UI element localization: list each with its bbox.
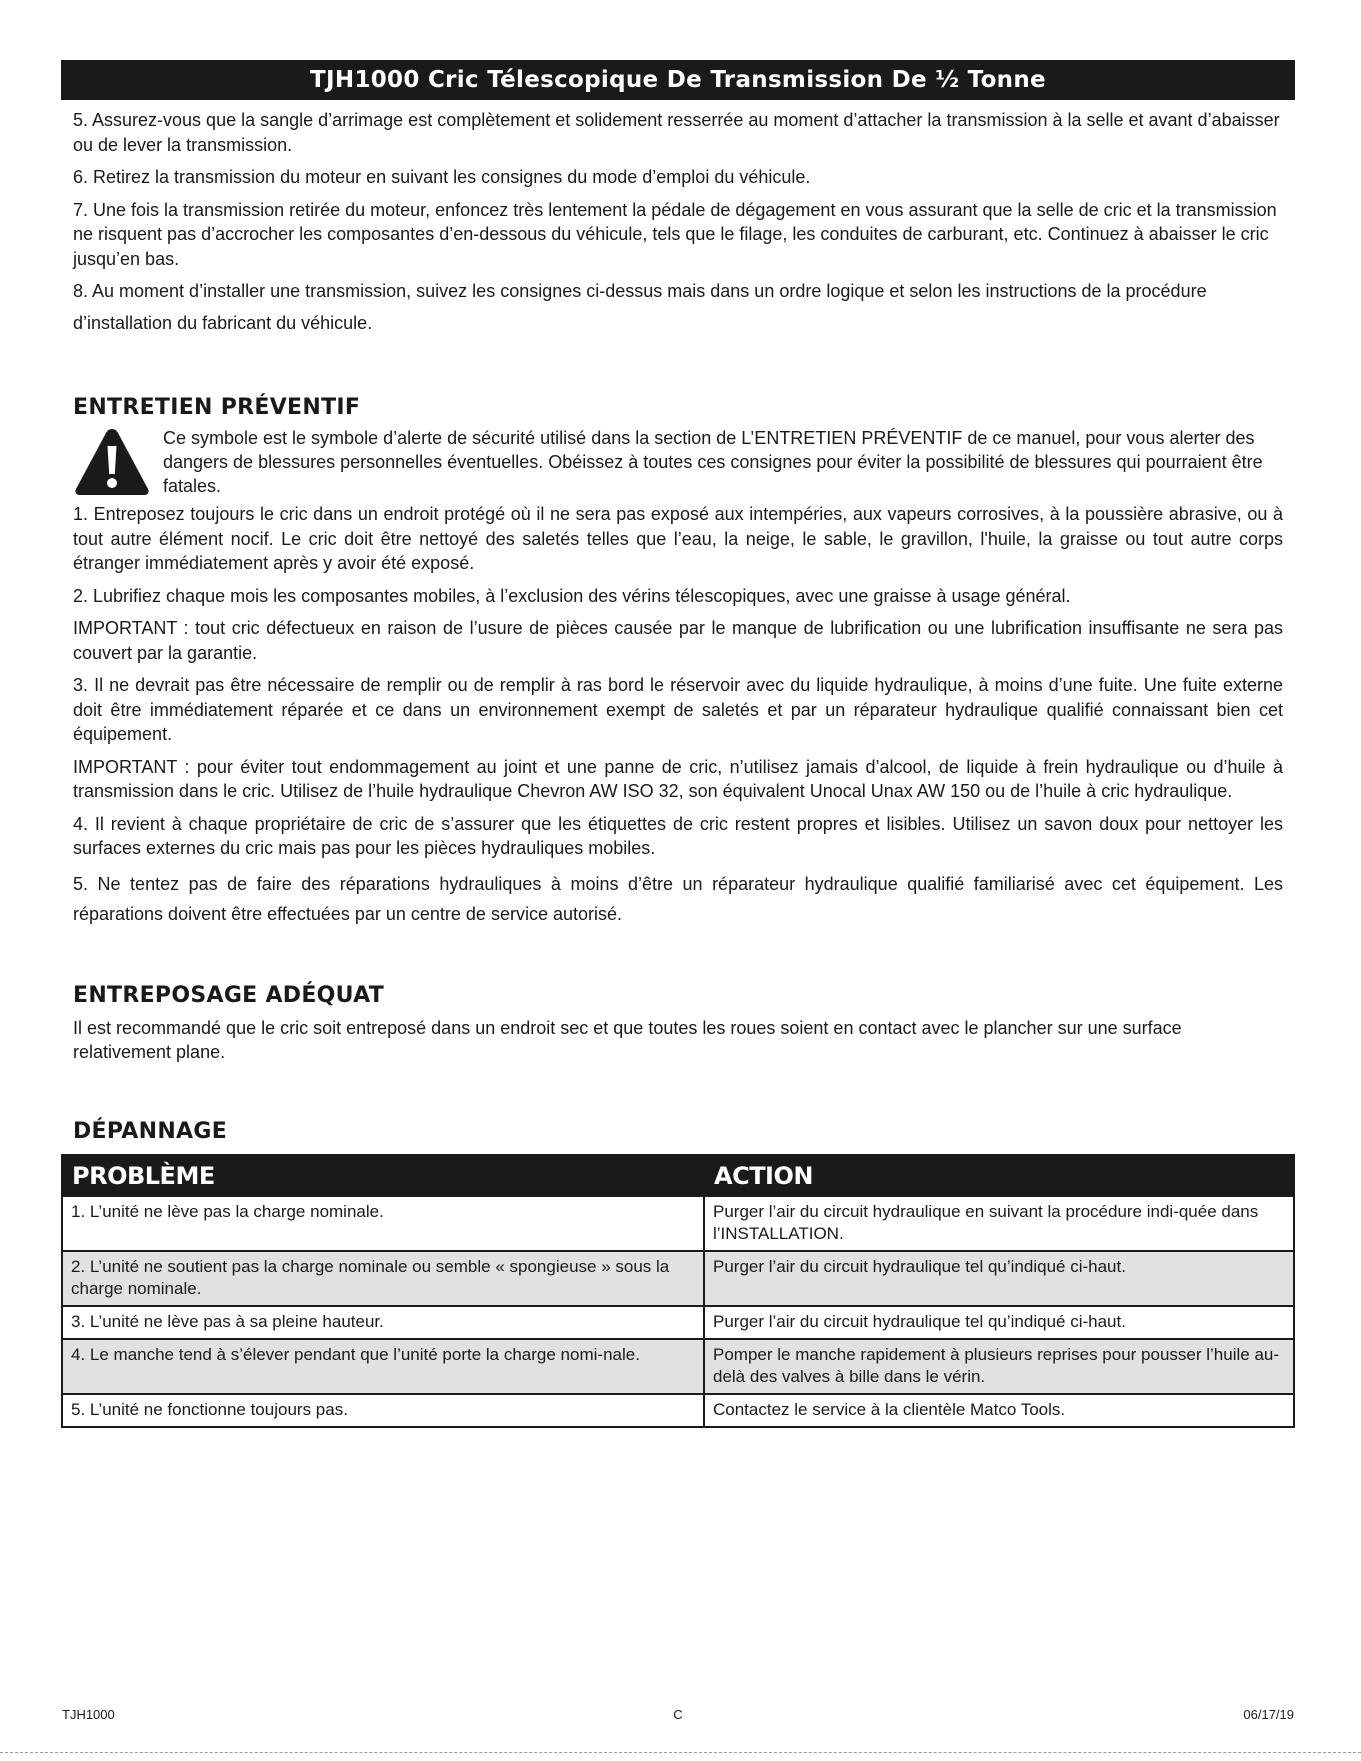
maintenance-heading: ENTRETIEN PRÉVENTIF xyxy=(73,395,361,420)
column-header-action: ACTION xyxy=(704,1155,1294,1196)
storage-text: Il est recommandé que le cric soit entreposé dans un endroit sec et que toutes les roues soient en contact avec le plancher sur une surface relativement plane. xyxy=(73,1017,1182,1062)
action-cell: Purger l’air du circuit hydraulique tel qu’indiqué ci-haut. xyxy=(704,1306,1294,1339)
maintenance-paragraphs xyxy=(73,502,1283,929)
troubleshooting-heading: DÉPANNAGE xyxy=(73,1118,228,1144)
troubleshooting-table xyxy=(61,1154,1295,1428)
document-title: TJH1000 Cric Télescopique De Transmission De ½ Tonne xyxy=(61,60,1295,100)
intro-step: 7. Une fois la transmission retirée du moteur, enfoncez très lentement la pédale de dégagement en vous assurant que la selle de cric et la transmission ne risquent pas d’accrocher les composantes d’en-dessous du véhicule, tels que le filage, les conduites de carburant, etc. Continuez à abaisser le cric jusqu’en bas. xyxy=(73,199,1277,269)
column-header-probleme: PROBLÈME xyxy=(62,1155,704,1196)
footer-model: TJH1000 xyxy=(62,1707,115,1722)
maintenance-paragraph: 3. Il ne devrait pas être nécessaire de remplir ou de remplir à ras bord le réservoir avec du liquide hydraulique, à moins d’une fuite. Une fuite externe doit être immédiatement réparée et ce dans un environnement exempt de saletés et par un réparateur hydraulique qualifié connaissant bien cet équipement. xyxy=(73,675,1283,744)
maintenance-paragraph: 4. Il revient à chaque propriétaire de cric de s’assurer que les étiquettes de cric restent propres et lisibles. Utilisez un savon doux pour nettoyer les surfaces externes du cric mais pas pour les pièces hydrauliques mobiles. xyxy=(73,813,1283,858)
action-cell: Pomper le manche rapidement à plusieurs reprises pour pousser l’huile au-delà des valves à bille dans le vérin. xyxy=(704,1339,1294,1394)
maintenance-paragraph: 5. Ne tentez pas de faire des réparations hydrauliques à moins d’être un réparateur hydraulique qualifié familiarisé avec cet équipement. Les réparations doivent être effectuées par un centre de service autorisé. xyxy=(73,873,1283,924)
safety-alert-icon xyxy=(73,426,151,498)
safety-warning xyxy=(73,426,1283,498)
table-row xyxy=(62,1306,1294,1339)
footer-page-letter: C xyxy=(673,1707,683,1722)
storage-heading: ENTREPOSAGE ADÉQUAT xyxy=(73,982,385,1008)
problem-cell: 2. L’unité ne soutient pas la charge nominale ou semble « spongieuse » sous la charge nominale. xyxy=(62,1251,704,1306)
table-row xyxy=(62,1339,1294,1394)
maintenance-paragraph: IMPORTANT : pour éviter tout endommagement au joint et une panne de cric, n’utilisez jamais d’alcool, de liquide à frein hydraulique ou d’huile à transmission dans le cric. Utilisez de l’huile hydraulique Chevron AW ISO 32, son équivalent Unocal Unax AW 150 ou de l’huile à cric hydraulique. xyxy=(73,756,1283,801)
page-bottom-rule xyxy=(0,1752,1361,1753)
warning-text: Ce symbole est le symbole d’alerte de sécurité utilisé dans la section de L’ENTRETIEN PRÉVENTIF de ce manuel, pour vous alerter des dangers de blessures personnelles éventuelles. Obéissez à toutes ces consignes pour éviter la possibilité de blessures qui pourraient être fatales. xyxy=(163,428,1263,496)
action-cell: Purger l’air du circuit hydraulique tel qu’indiqué ci-haut. xyxy=(704,1251,1294,1306)
maintenance-paragraph: IMPORTANT : tout cric défectueux en raison de l’usure de pièces causée par le manque de lubrification ou une lubrification insuffisante ne sera pas couvert par la garantie. xyxy=(73,618,1283,663)
footer-date: 06/17/19 xyxy=(1243,1707,1294,1722)
problem-cell: 3. L’unité ne lève pas à sa pleine hauteur. xyxy=(62,1306,704,1339)
maintenance-paragraph: 1. Entreposez toujours le cric dans un endroit protégé où il ne sera pas exposé aux intempéries, aux vapeurs corrosives, à la poussière abrasive, ou à tout autre élément nocif. Le cric doit être nettoyé des saletés telles que l’eau, la neige, le sable, le gravillon, l'huile, la graisse ou tout autre corps étranger immédiatement après y avoir été exposé. xyxy=(73,504,1283,573)
document-page xyxy=(61,60,1295,1428)
table-row xyxy=(62,1251,1294,1306)
table-header-row xyxy=(62,1155,1294,1196)
table-row xyxy=(62,1394,1294,1427)
intro-step: 8. Au moment d’installer une transmission, suivez les consignes ci-dessus mais dans un ordre logique et selon les instructions de la procédure d’installation du fabricant du véhicule. xyxy=(73,281,1207,333)
intro-steps xyxy=(73,108,1283,339)
problem-cell: 5. L’unité ne fonctionne toujours pas. xyxy=(62,1394,704,1427)
action-cell: Purger l’air du circuit hydraulique en suivant la procédure indi-quée dans l’INSTALLATION. xyxy=(704,1196,1294,1251)
table-row xyxy=(62,1196,1294,1251)
problem-cell: 1. L’unité ne lève pas la charge nominale. xyxy=(62,1196,704,1251)
maintenance-paragraph: 2. Lubrifiez chaque mois les composantes mobiles, à l’exclusion des vérins télescopiques, avec une graisse à usage général. xyxy=(73,585,1071,606)
problem-cell: 4. Le manche tend à s’élever pendant que l’unité porte la charge nomi-nale. xyxy=(62,1339,704,1394)
intro-step: 5. Assurez-vous que la sangle d’arrimage est complètement et solidement resserrée au moment d’attacher la transmission à la selle et avant d’abaisser ou de lever la transmission. xyxy=(73,110,1280,155)
action-cell: Contactez le service à la clientèle Matco Tools. xyxy=(704,1394,1294,1427)
intro-step: 6. Retirez la transmission du moteur en suivant les consignes du mode d’emploi du véhicule. xyxy=(73,167,811,187)
